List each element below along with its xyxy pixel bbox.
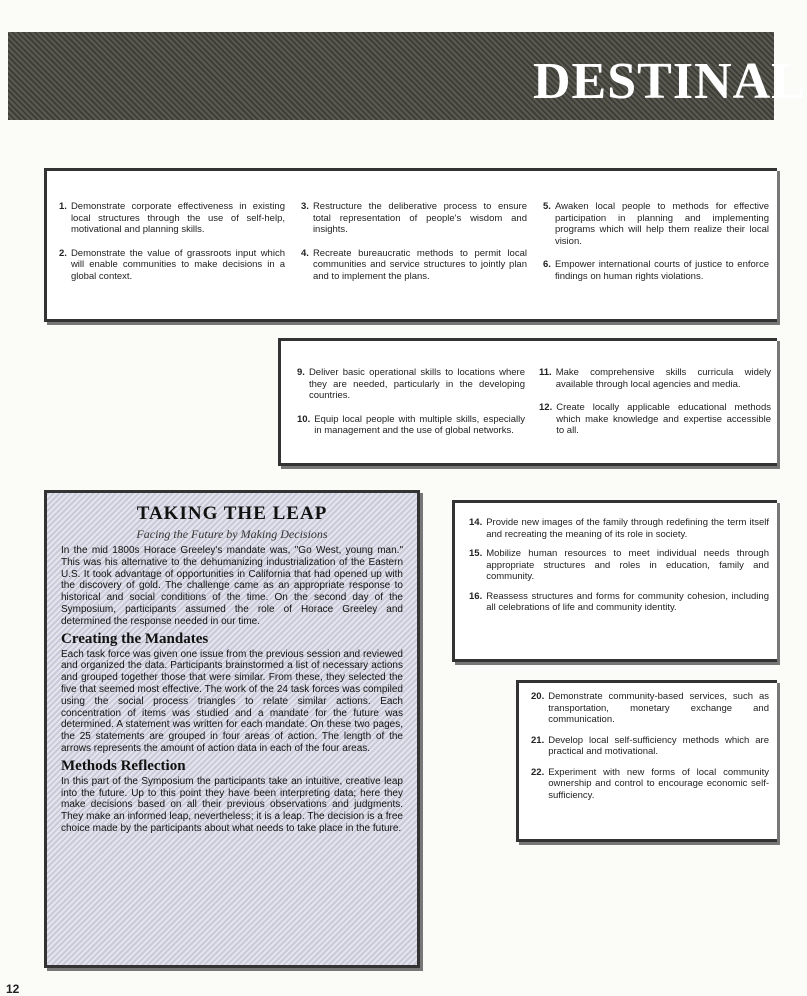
banner-title: DESTINAL — [533, 53, 807, 110]
intro-paragraph: In the mid 1800s Horace Greeley's mandate was, "Go West, young man." This was his alternative to the dehumanizing industrialization of the Eastern U.S. It took advantage of opportunities in California that had opened up with the discovery of gold. The challenge came as an appropriate response to historical and social conditions of the time. On the second day of the Symposium, participants assumed the role of Horace Greeley and determined the response needed in our time. — [61, 545, 403, 627]
list-item: 3. Restructure the deliberative process to ensure total representation of people's wisdom and insights. — [301, 201, 527, 235]
list-item: 16. Reassess structures and forms for community cohesion, including all celebrations of life and community identity. — [469, 590, 769, 613]
list-item: 4. Recreate bureaucratic methods to permit local communities and service structures to jointly plan and to implement the plans. — [301, 247, 527, 282]
mandates-column — [543, 201, 769, 294]
mandates-column — [469, 517, 769, 626]
list-item: 5. Awaken local people to methods for effective participation in planning and implementing programs which will help them realize their local vision. — [543, 201, 769, 247]
list-item: 6. Empower international courts of justice to enforce findings on human rights violations. — [543, 259, 769, 282]
mandates-box-4 — [516, 680, 777, 842]
list-item: 14. Provide new images of the family through redefining the term itself and recreating the meaning of its role in society. — [469, 517, 769, 540]
section-heading: Creating the Mandates — [61, 630, 209, 647]
reflection-paragraph: In this part of the Symposium the participants take an intuitive, creative leap into the future. Up to this point they have been interpreting data; here they make decisions based on all their previous observations and judgments. They make an informed leap, nevertheless; it is a leap. The decision is a free choice made by the participants about what needs to take place in the future. — [61, 775, 403, 834]
mandates-column — [301, 201, 527, 294]
mandates-column — [59, 201, 285, 294]
mandates-box-3 — [452, 500, 777, 662]
mandates-paragraph: Each task force was given one issue from the previous session and reviewed and organized the data. Participants brainstormed a list of necessary actions and grouped together those that were similar. From these, they selected the five that seemed most effective. The work of the 24 task forces was compiled using the social process triangles to relate similar actions. Each concentration of items was studied and a mandate for the future was determined. A statement was written for each mandate. On these two pages, the 25 statements are grouped in four areas of action. The length of the arrows represents the amount of action data in each of the four areas. — [61, 648, 403, 754]
list-item: 10. Equip local people with multiple skills, especially in management and the use of global networks. — [297, 413, 525, 436]
list-item: 2. Demonstrate the value of grassroots input which will enable communities to make decisions in a global context. — [59, 247, 285, 282]
panel-subtitle: Facing the Future by Making Decisions — [136, 527, 328, 541]
taking-the-leap-panel — [44, 490, 420, 968]
mandates-column — [297, 367, 525, 449]
mandates-column — [539, 367, 771, 449]
mandates-box-2 — [278, 338, 777, 466]
list-item: 1. Demonstrate corporate effectiveness in existing local structures through the use of self-help, motivational and planning skills. — [59, 201, 285, 235]
list-item: 20. Demonstrate community-based services, such as transportation, monetary exchange and communication. — [531, 691, 769, 725]
section-heading: Methods Reflection — [61, 757, 186, 774]
list-item: 9. Deliver basic operational skills to locations where they are needed, particularly in the developing countries. — [297, 367, 525, 401]
list-item: 11. Make comprehensive skills curricula widely available through local agencies and media. — [539, 367, 771, 390]
list-item: 21. Develop local self-sufficiency methods which are practical and motivational. — [531, 734, 769, 757]
mandates-box-1 — [44, 168, 777, 322]
mandates-column — [531, 691, 769, 813]
list-item: 15. Mobilize human resources to meet individual needs through appropriate structures and roles in education, family and community. — [469, 548, 769, 582]
list-item: 22. Experiment with new forms of local community ownership and control to encourage economic self-sufficiency. — [531, 766, 769, 801]
banner — [8, 32, 807, 120]
panel-title: TAKING THE LEAP — [136, 503, 328, 524]
page-number: 12 — [6, 982, 20, 996]
list-item: 12. Create locally applicable educational methods which make knowledge and expertise accessible to all. — [539, 402, 771, 436]
